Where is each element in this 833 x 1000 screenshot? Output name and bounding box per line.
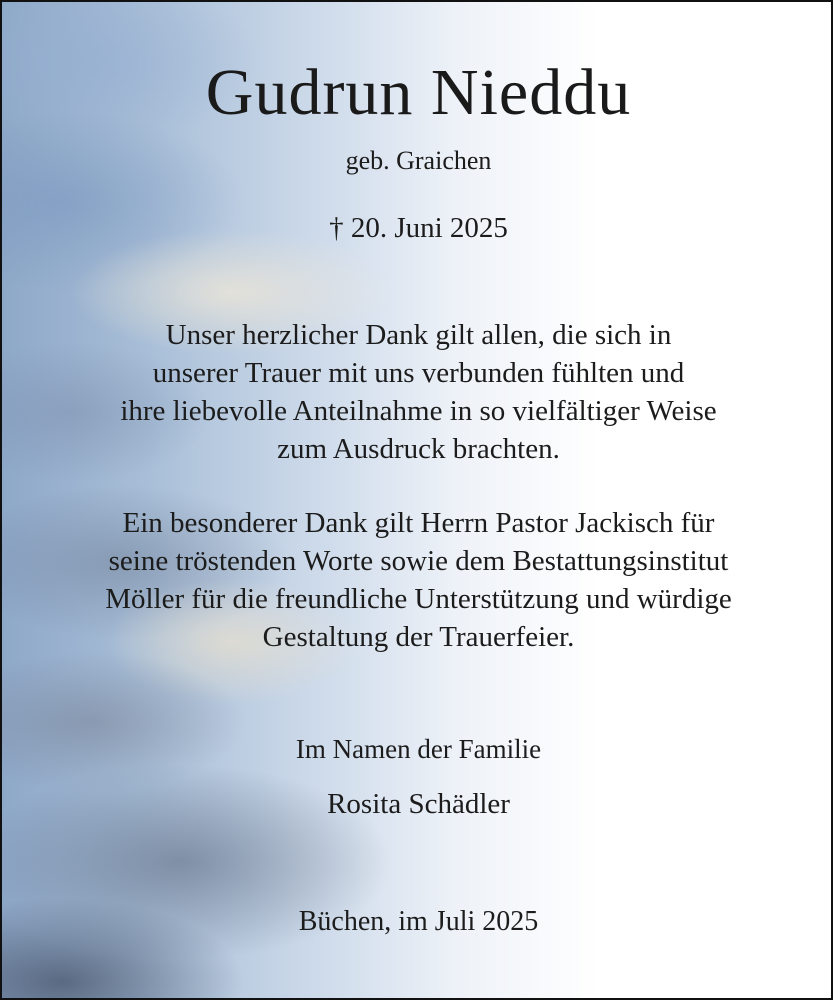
place-date: Büchen, im Juli 2025: [298, 906, 539, 937]
thanks-paragraph-2: [2, 504, 833, 656]
deceased-name: Gudrun Nieddu: [205, 56, 632, 129]
family-line: Im Namen der Familie: [295, 734, 542, 764]
paragraph-line: Gestaltung der Trauerfeier.: [262, 621, 575, 653]
birth-name: geb. Graichen: [345, 146, 492, 175]
paragraph-line: ihre liebevolle Anteilnahme in so vielfältiger Weise: [120, 395, 717, 427]
paragraph-line: zum Ausdruck brachten.: [277, 433, 560, 465]
paragraph-line: Unser herzlicher Dank gilt allen, die sich in: [165, 319, 672, 351]
paragraph-line: Ein besonderer Dank gilt Herrn Pastor Jackisch für: [122, 507, 715, 539]
thanks-paragraph-1: [2, 316, 833, 468]
signer-name: Rosita Schädler: [327, 788, 510, 820]
death-date: † 20. Juni 2025: [329, 212, 508, 244]
paragraph-line: Möller für die freundliche Unterstützung und würdige: [105, 583, 732, 615]
paragraph-line: unserer Trauer mit uns verbunden fühlten und: [152, 357, 685, 389]
paragraph-line: seine tröstenden Worte sowie dem Bestattungsinstitut: [108, 545, 729, 577]
